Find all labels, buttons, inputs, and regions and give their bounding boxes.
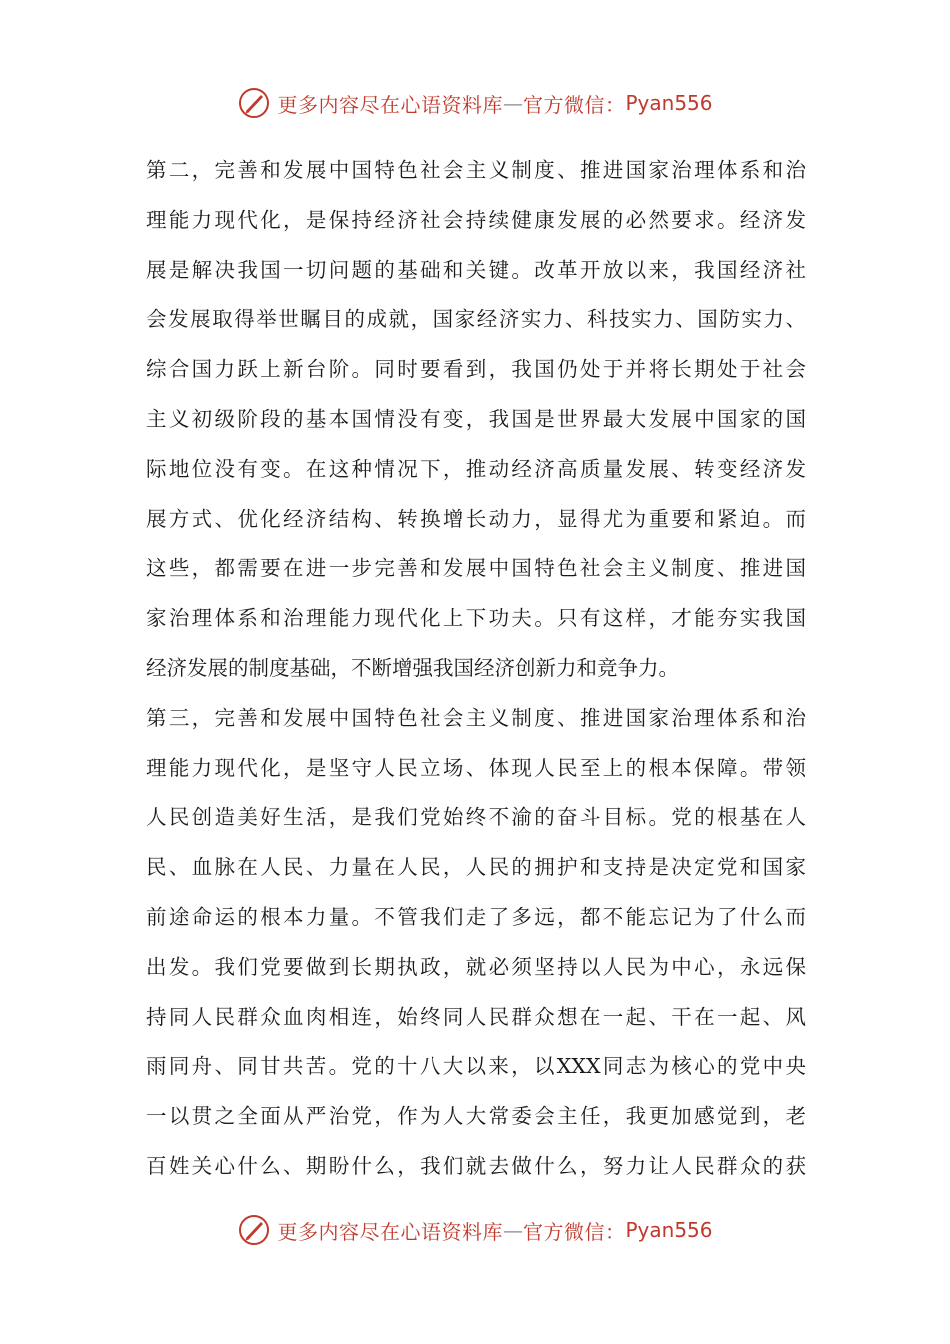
footer-wechat-id: Pyan556 bbox=[625, 1218, 713, 1242]
footer-wechat-label: 官方微信： bbox=[522, 1219, 626, 1244]
document-body bbox=[146, 146, 806, 1192]
footer-separator: — bbox=[502, 1218, 523, 1242]
text-line: 人民创造美好生活，是我们党始终不渝的奋斗目标。党的根基在人 bbox=[146, 805, 806, 830]
text-line: 前途命运的根本力量。不管我们走了多远，都不能忘记为了什么而 bbox=[146, 904, 806, 929]
text-line: 展方式、优化经济结构、转换增长动力，显得尤为重要和紧迫。而 bbox=[146, 506, 806, 531]
text-line: 民、血脉在人民、力量在人民，人民的拥护和支持是决定党和国家 bbox=[146, 855, 806, 880]
footer-brand: 更多内容尽在心语资料库 bbox=[277, 1219, 503, 1244]
pen-logo-icon bbox=[237, 1213, 271, 1247]
text-line: 主义初级阶段的基本国情没有变，我国是世界最大发展中国家的国 bbox=[146, 406, 806, 431]
header-wechat-id: Pyan556 bbox=[625, 91, 713, 115]
text-line: 展是解决我国一切问题的基础和关键。改革开放以来，我国经济社 bbox=[146, 257, 806, 282]
header-separator: — bbox=[502, 91, 523, 115]
header-wechat-label: 官方微信： bbox=[522, 92, 626, 117]
text-line: 会发展取得举世瞩目的成就，国家经济实力、科技实力、国防实力、 bbox=[146, 307, 806, 332]
text-line: 百姓关心什么、期盼什么，我们就去做什么，努力让人民群众的获 bbox=[146, 1153, 806, 1178]
text-line: 第二，完善和发展中国特色社会主义制度、推进国家治理体系和治 bbox=[146, 158, 806, 182]
text-line: 理能力现代化，是保持经济社会持续健康发展的必然要求。经济发 bbox=[146, 207, 806, 232]
text-line: 持同人民群众血肉相连，始终同人民群众想在一起、干在一起、风 bbox=[146, 1004, 806, 1029]
text-line: 这些，都需要在进一步完善和发展中国特色社会主义制度、推进国 bbox=[146, 556, 806, 581]
text-line: 第三，完善和发展中国特色社会主义制度、推进国家治理体系和治 bbox=[146, 705, 806, 730]
text-line: 家治理体系和治理能力现代化上下功夫。只有这样，才能夯实我国 bbox=[146, 606, 806, 631]
text-line: 出发。我们党要做到长期执政，就必须坚持以人民为中心，永远保 bbox=[146, 954, 806, 979]
footer-banner bbox=[0, 1210, 950, 1250]
pen-logo-icon bbox=[237, 86, 271, 120]
header-brand: 更多内容尽在心语资料库 bbox=[277, 92, 503, 117]
text-line: 理能力现代化，是坚守人民立场、体现人民至上的根本保障。带领 bbox=[146, 755, 806, 780]
text-line: 雨同舟、同甘共苦。党的十八大以来，以XXX同志为核心的党中央 bbox=[146, 1054, 806, 1079]
text-line: 综合国力跃上新台阶。同时要看到，我国仍处于并将长期处于社会 bbox=[146, 357, 806, 382]
header-banner bbox=[0, 83, 950, 123]
text-line: 一以贯之全面从严治党，作为人大常委会主任，我更加感觉到，老 bbox=[146, 1104, 806, 1129]
text-line: 经济发展的制度基础，不断增强我国经济创新力和竞争力。 bbox=[146, 655, 679, 680]
text-line: 际地位没有变。在这种情况下，推动经济高质量发展、转变经济发 bbox=[146, 456, 806, 481]
